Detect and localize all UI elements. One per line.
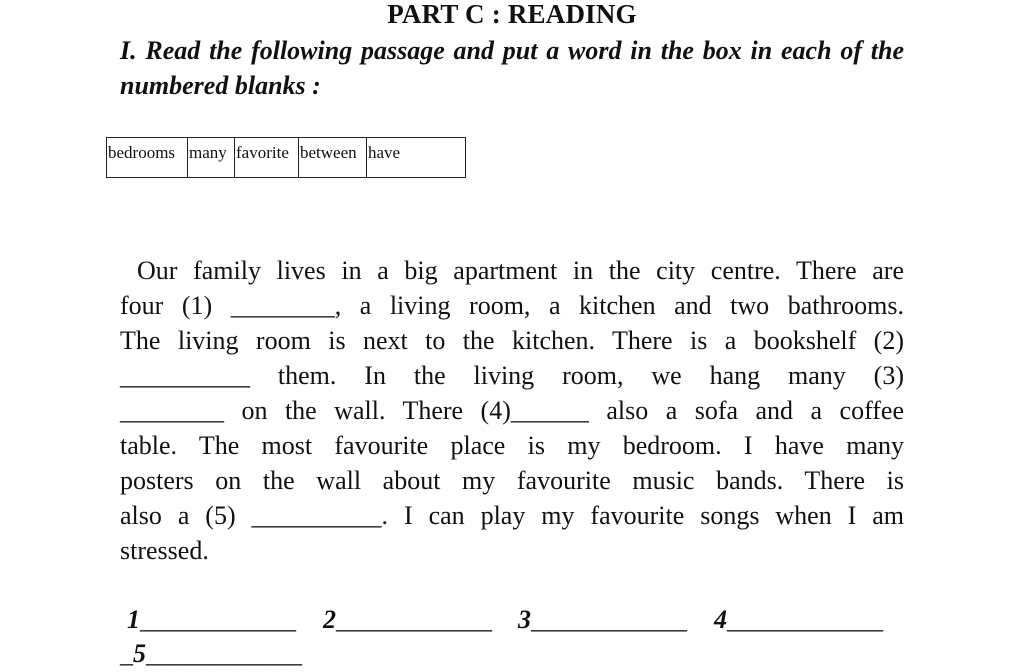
answer-number: 5 (133, 639, 146, 668)
reading-passage (120, 253, 904, 568)
answer-number: 4 (714, 605, 727, 634)
word-box-cell-many: many (188, 138, 235, 177)
answer-blank[interactable]: ____________ (146, 639, 302, 668)
passage-line: Our family lives in a big apartment in the city centre. There are (137, 256, 904, 285)
answer-blank[interactable]: ____________ (140, 605, 296, 634)
word-box-cell-between: between (299, 138, 367, 177)
passage-line: table. The most favourite place is my bedroom. I have many (120, 431, 904, 460)
answer-section (120, 604, 910, 670)
passage-line: posters on the wall about my favourite music bands. There is (120, 466, 904, 495)
passage-line: four (1) ________, a living room, a kitchen and two bathrooms. (120, 291, 904, 320)
answer-item-5[interactable] (120, 638, 302, 670)
answer-number: 1 (127, 605, 140, 634)
answer-item-2[interactable] (323, 604, 492, 636)
word-box-cell-have: have (368, 143, 401, 162)
passage-line: The living room is next to the kitchen. There is a bookshelf (2) (120, 326, 904, 355)
passage-line: also a (5) __________. I can play my favourite songs when I am (120, 501, 904, 530)
passage-line: stressed. (120, 536, 209, 565)
answer-prefix: _ (120, 639, 133, 668)
answer-number: 2 (323, 605, 336, 634)
word-box-cell-bedrooms: bedrooms (107, 138, 188, 177)
answer-item-4[interactable] (714, 604, 883, 636)
passage-line: ________ on the wall. There (4)______ also a sofa and a coffee (120, 396, 904, 425)
answer-blank[interactable]: ____________ (531, 605, 687, 634)
word-box (106, 137, 466, 178)
instruction-text: I. Read the following passage and put a word in the box in each of the numbered blanks : (120, 36, 904, 100)
passage-line: __________ them. In the living room, we hang many (3) (120, 361, 904, 390)
answer-blank[interactable]: ____________ (727, 605, 883, 634)
word-box-cell-favorite: favorite (235, 138, 299, 177)
answer-number: 3 (518, 605, 531, 634)
answer-item-3[interactable] (518, 604, 687, 636)
page-title: PART C : READING (387, 0, 637, 29)
answer-item-1[interactable] (127, 604, 296, 636)
answer-blank[interactable]: ____________ (336, 605, 492, 634)
